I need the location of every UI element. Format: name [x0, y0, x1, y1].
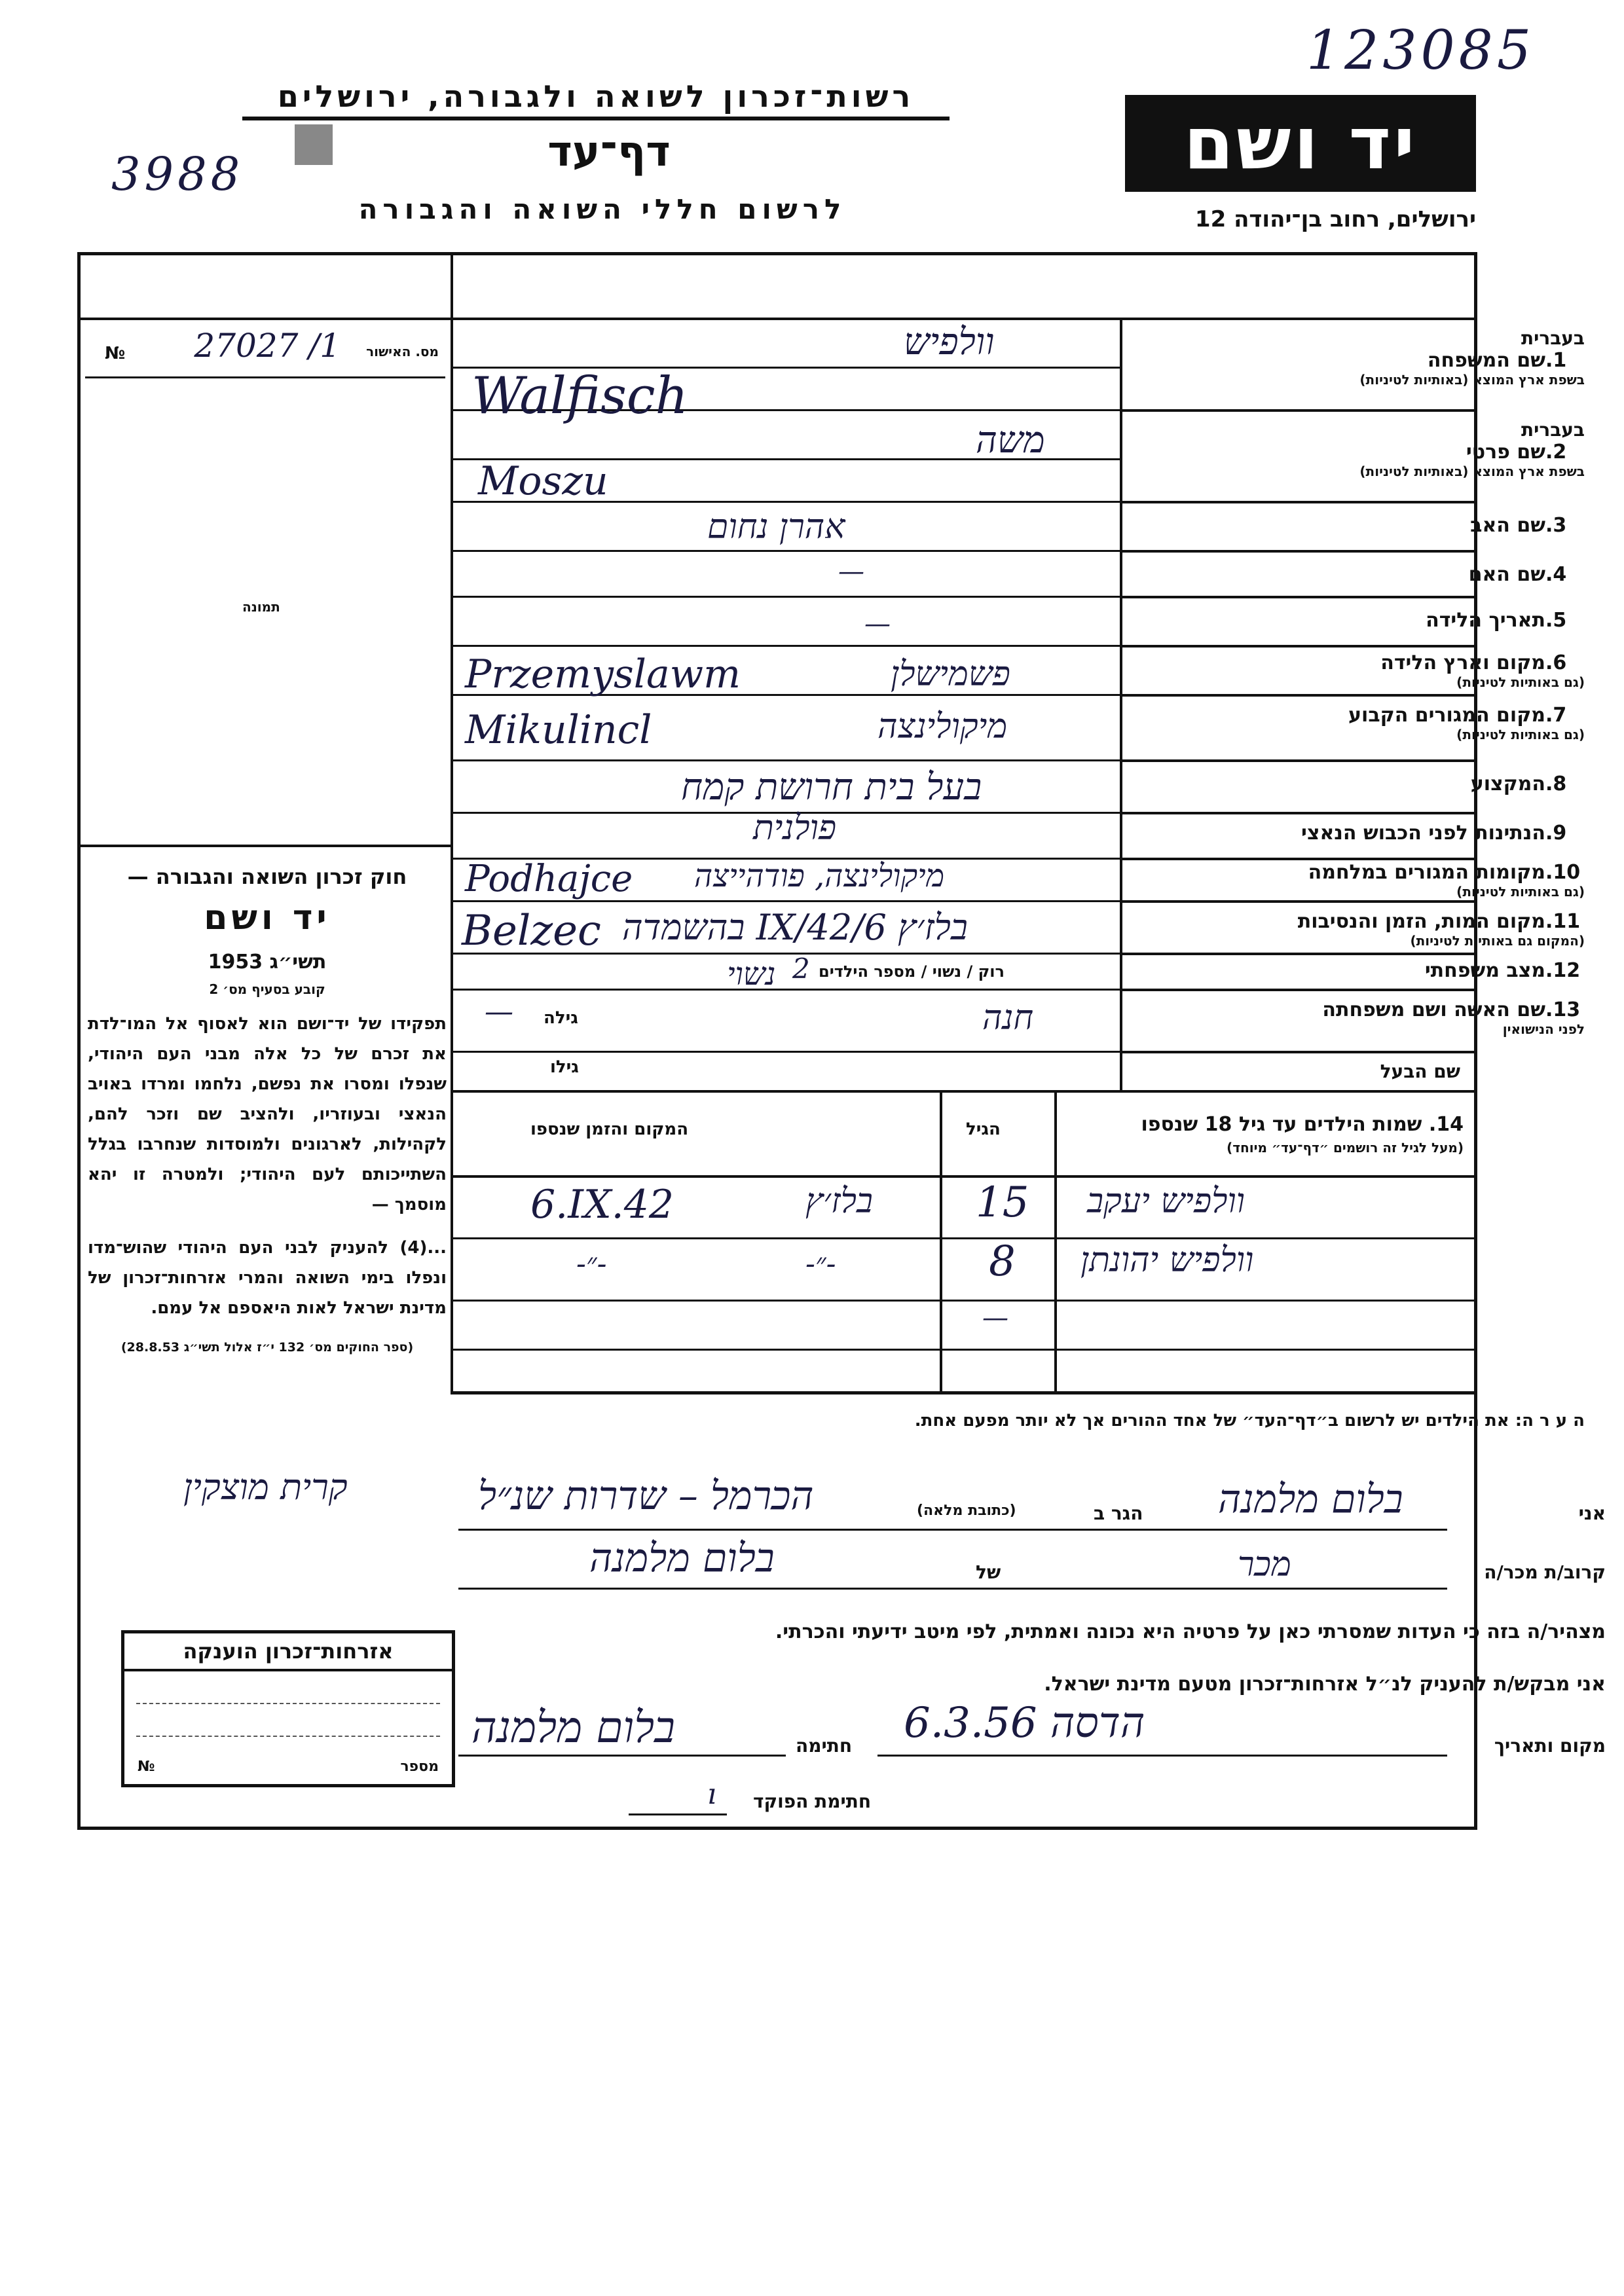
memorial-box	[121, 1630, 455, 1787]
field-6-num: 6.	[1545, 651, 1567, 674]
law-box	[84, 858, 451, 1408]
law-name: יד ושם	[204, 898, 331, 938]
field-6-title: מקום וארץ הלידה	[1380, 651, 1545, 674]
field-3-value: אהרן נחום	[707, 507, 845, 547]
note-text: ה ע ר ה: את הילדים יש לרשום ב״דף־העד״ של אחד ההורים אך לא יותר מפעם אחת.	[914, 1411, 1585, 1430]
file-number: 3988	[111, 147, 244, 201]
field-5-title: תאריך הלידה	[1426, 609, 1545, 632]
of-label: של	[976, 1561, 1001, 1583]
field-9-title: הנתינות לפני הכבוש הנאצי	[1301, 822, 1545, 845]
law-text-2: ...(4) להעניק לבני העם היהודי שהוש־מדו ונפלו בימי השואה והמרי אזרחות־זכרון של מדינת ישראל לאות היאספם אל עמם.	[88, 1238, 447, 1318]
field-4-title: שם האם	[1468, 563, 1545, 586]
relative-label: קרוב/ת מכר/ה	[1484, 1561, 1606, 1583]
field-8-value: בעל בית חרושת קמח	[681, 766, 982, 809]
child-2-name: וולפיש יהונתן	[1080, 1241, 1254, 1280]
field-10-num: 10.	[1545, 861, 1581, 884]
field-11-value-he: בלז׳ץ 6/IX/42 בהשמדה	[622, 907, 968, 948]
field-13-sub: לפני הנישואין	[1502, 1021, 1585, 1037]
declarant-address: הכרמל – שדרות שנ״ל	[478, 1473, 814, 1519]
marital-options: רוק / נשוי / מספר הילדים	[819, 962, 1005, 981]
field-13-title: שם האשה ושם משפחתה	[1322, 998, 1545, 1021]
child-3-age: —	[982, 1303, 1008, 1333]
field-13-label	[1244, 998, 1585, 1037]
law-clause: קובע בסעיף מס׳ 2	[209, 981, 325, 997]
field-2-value-latin: Moszu	[478, 458, 608, 504]
logo-text: יד ושם	[1183, 101, 1418, 185]
field-6-value-latin: Przemyslawm	[465, 651, 741, 697]
child-1-age: 15	[976, 1178, 1029, 1227]
photo-box	[85, 380, 449, 851]
field-8-label	[1244, 773, 1585, 795]
resident-label: הגר ב	[1094, 1503, 1143, 1524]
officer-label: חתימת הפוקד	[753, 1791, 872, 1812]
field-9-value: פולנית	[753, 809, 837, 848]
photo-label: תמונה	[242, 599, 280, 615]
field-2-sub: בשפת ארץ המוצא (באותיות לטיניות)	[1359, 464, 1585, 479]
field-9-label	[1244, 822, 1585, 845]
field-9-num: 9.	[1545, 822, 1567, 845]
field-10-title: מקומות המגורים במלחמה	[1308, 861, 1545, 884]
yad-vashem-logo	[1125, 95, 1476, 192]
field-2-num: 2.	[1545, 441, 1567, 464]
request-text: אני מבקש/ת להעניק לנ״ל אזרחות־זכרון מטעם מדינת ישראל.	[1044, 1673, 1606, 1696]
full-address-note: (כתובת מלאה)	[917, 1503, 1016, 1519]
officer-mark: ı	[707, 1777, 717, 1811]
law-text-1: תפקידו של יד־ושם הוא לאסוף אל המו־לדת את זכרם של כל אלה מבני העם היהודי, שנפלו ומסרו את נפשם, נלחמו ומרדו באויב הנאצי ובעוזריו, ולהציב שם וזכר להם, לקהילות, לארגונים ולמוסדות שנחרבו בגלל השתייכותם לעם היהודי; ולמטרה זו יהא מוסמך —	[88, 1014, 447, 1214]
child-1-date: 6.IX.42	[530, 1182, 674, 1228]
field-7-num: 7.	[1545, 704, 1567, 727]
authority-line: רשות־זכרון לשואה ולגבורה, ירושלים	[242, 79, 950, 120]
signature-label: חתימה	[796, 1735, 853, 1757]
husband-label: שם הבעל	[1380, 1061, 1460, 1082]
field-7-value-he: מיקולינצה	[877, 707, 1008, 746]
field-11-label	[1244, 910, 1585, 949]
field-11-num: 11.	[1545, 910, 1581, 933]
field-1-label	[1244, 327, 1585, 388]
field-3-num: 3.	[1545, 514, 1567, 537]
wife-age-value: —	[485, 995, 513, 1029]
children-count: 2	[792, 953, 810, 985]
signature-value: בלום מלמנה	[471, 1702, 675, 1753]
field-4-label	[1244, 563, 1585, 586]
declarant-prefix: אני	[1578, 1503, 1606, 1524]
field-13-value: חנה	[982, 998, 1034, 1038]
field-11-value-latin: Belzec	[462, 907, 601, 955]
field-2-hebrew-tag: בעברית	[1521, 419, 1585, 441]
law-source: (ספר החוקים מס׳ 132 י״ז אלול תשי״ג 28.8.53)	[120, 1340, 414, 1355]
permit-row	[85, 324, 445, 378]
wife-age-label: גילה	[544, 1008, 578, 1028]
declaration-text: מצהיר/ה בזה כי העדות שמסרתי כאן על פרטיה היא נכונה ואמתית, לפי מיטב ידיעתי והכרתי.	[775, 1620, 1606, 1643]
field-8-num: 8.	[1545, 773, 1567, 795]
child-2-date: -״-	[576, 1247, 607, 1281]
field-5-value: —	[864, 609, 891, 639]
form-title: דף־עד	[547, 128, 671, 176]
memorial-number-sign: №	[138, 1758, 155, 1775]
husband-age-label: גילו	[550, 1057, 579, 1077]
permit-value: 27027 /1	[194, 327, 341, 365]
city-note: קרית מוצקין	[183, 1467, 348, 1508]
field-10-value-latin: Podhajce	[465, 858, 633, 900]
children-place-header: המקום והזמן שנספו	[530, 1120, 689, 1139]
memorial-number-label: מספר	[400, 1758, 439, 1775]
field-10-sub: (גם באותיות לטיניות)	[1456, 884, 1585, 900]
child-1-name: וולפיש יעקב	[1087, 1182, 1246, 1221]
field-13-num: 13.	[1545, 998, 1581, 1021]
child-2-place: -״-	[805, 1247, 836, 1281]
memorial-box-title: אזרחות־זכרון הוענקה	[124, 1633, 452, 1671]
field-6-value-he: פשמישלן	[891, 655, 1010, 694]
field-6-label	[1244, 651, 1585, 690]
declarant-name: בלום מלמנה	[1218, 1476, 1403, 1522]
child-1-place: בלז׳ץ	[805, 1182, 873, 1221]
field-10-value-he: מיקולינצה, פודהייצה	[694, 858, 945, 894]
field-11-sub: (המקום גם באותיות לטיניות)	[1410, 933, 1585, 949]
field-11-title: מקום המות, הזמן והנסיבות	[1297, 910, 1545, 933]
field-1-hebrew-tag: בעברית	[1521, 327, 1585, 349]
field-1-value-he: וולפיש	[904, 321, 995, 363]
field-3-label	[1244, 514, 1585, 537]
field-12-label	[1244, 959, 1585, 982]
permit-label: מס. האישור	[366, 344, 439, 359]
law-title: חוק זכרון השואה והגבורה —	[127, 864, 407, 889]
field-7-value-latin: Mikulincl	[465, 707, 652, 753]
field-7-sub: (גם באותיות לטיניות)	[1456, 727, 1585, 742]
field-1-num: 1.	[1545, 349, 1567, 372]
field-10-label	[1244, 861, 1585, 900]
archive-number: 123085	[1306, 20, 1536, 82]
child-2-age: 8	[989, 1237, 1016, 1286]
field-1-title: שם המשפחה	[1427, 349, 1545, 372]
field-4-value: —	[838, 556, 864, 587]
field-7-title: מקום המגורים הקבוע	[1348, 704, 1545, 727]
children-age-header: הגיל	[966, 1120, 1001, 1139]
place-date-label: מקום ותאריך	[1494, 1735, 1606, 1757]
field-3-title: שם האב	[1470, 514, 1545, 537]
field-12-title: מצב משפחתי	[1424, 959, 1545, 982]
permit-no-sign: №	[105, 344, 126, 363]
field-5-label	[1244, 609, 1585, 632]
field-5-num: 5.	[1545, 609, 1567, 632]
law-year: תשי״ג 1953	[208, 951, 327, 974]
relation-value: מכר	[1238, 1545, 1291, 1584]
field-12-num: 12.	[1545, 959, 1581, 982]
field-7-label	[1244, 704, 1585, 742]
field-2-title: שם פרטי	[1466, 441, 1545, 464]
of-value: בלום מלמנה	[589, 1535, 775, 1581]
address-line: ירושלים, רחוב בן־יהודה 12	[1194, 206, 1476, 232]
stamp-mark	[295, 124, 333, 165]
children-title	[1084, 1113, 1464, 1156]
field-1-sub: בשפת ארץ המוצא (באותיות לטיניות)	[1359, 372, 1585, 388]
field-2-label	[1244, 419, 1585, 479]
children-title-sub: (מעל לגיל זה רושמים ״דף־עד״ מיוחד)	[1227, 1140, 1464, 1156]
field-1-value-latin: Walfisch	[471, 367, 688, 426]
children-title-text: 14. שמות הילדים עד גיל 18 שנספו	[1141, 1113, 1464, 1136]
field-4-num: 4.	[1545, 563, 1567, 586]
field-12-value: נשוי	[727, 956, 776, 993]
place-date-value: הדסה 6.3.56	[904, 1699, 1145, 1747]
field-8-title: המקצוע	[1470, 773, 1545, 795]
field-2-value-he: משה	[976, 419, 1045, 462]
form-subtitle: לרשום חללי השואה והגבורה	[358, 193, 847, 225]
field-6-sub: (גם באותיות לטיניות)	[1456, 674, 1585, 690]
